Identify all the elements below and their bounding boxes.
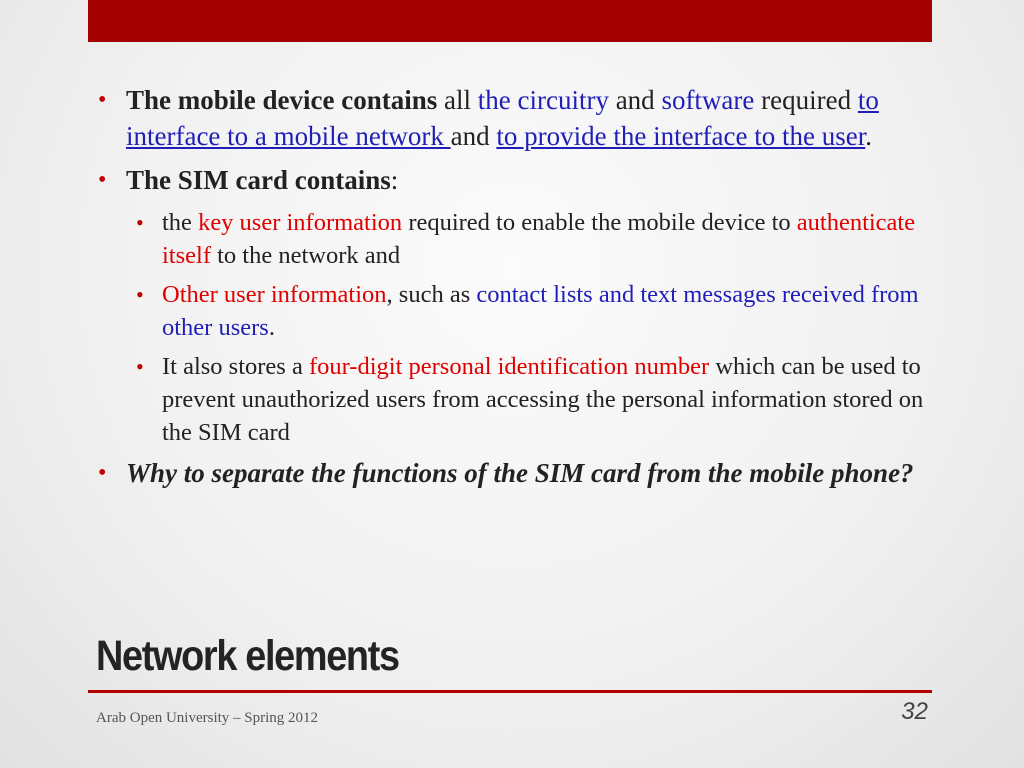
bullet-question bbox=[96, 455, 936, 491]
highlight-other-user-information: Other user information bbox=[162, 281, 387, 308]
link-interface-user[interactable]: to provide the interface to the user bbox=[496, 121, 866, 151]
sub-bullet-text: . bbox=[268, 314, 275, 341]
sim-card-sub-list bbox=[134, 206, 936, 449]
sub-bullet-key-info bbox=[134, 206, 936, 272]
bullet-text: The SIM card contains bbox=[126, 165, 391, 195]
highlight-circuitry: the circuitry bbox=[477, 85, 609, 115]
bullet-text: The mobile device contains bbox=[126, 85, 438, 115]
sub-bullet-pin bbox=[134, 350, 936, 449]
bullet-text: required bbox=[754, 85, 858, 115]
top-accent-bar bbox=[88, 0, 932, 42]
sub-bullet-text: which can be used to prevent unauthorized users from accessing the personal information stored on the SIM card bbox=[162, 353, 924, 446]
question-text: Why to separate the functions of the SIM card from the mobile phone? bbox=[126, 458, 914, 488]
bullet-sim-card bbox=[96, 162, 936, 198]
highlight-pin: four-digit personal identification number bbox=[308, 353, 710, 380]
bullet-text: and bbox=[450, 121, 497, 151]
sub-bullet-text: to the network and bbox=[211, 242, 401, 269]
bullet-text: and bbox=[608, 85, 662, 115]
bottom-divider bbox=[88, 690, 932, 693]
slide-title: Network elements bbox=[96, 632, 399, 680]
sub-bullet-text: It also stores a bbox=[162, 353, 309, 380]
sub-bullet-other-info bbox=[134, 278, 936, 344]
link-interface-network[interactable]: to interface to a mobile network bbox=[126, 85, 879, 151]
highlight-software: software bbox=[661, 85, 755, 115]
footer-text: Arab Open University – Spring 2012 bbox=[96, 710, 319, 726]
page-number: 32 bbox=[901, 698, 928, 725]
bullet-text: all bbox=[437, 85, 478, 115]
highlight-authenticate: authenticate itself bbox=[162, 209, 916, 269]
bullet-mobile-device bbox=[96, 82, 936, 154]
sub-bullet-text: , such as bbox=[386, 281, 477, 308]
bullet-text: : bbox=[390, 165, 399, 195]
highlight-key-user-information: key user information bbox=[198, 209, 403, 236]
bullet-text: . bbox=[865, 121, 872, 151]
highlight-contact-lists: contact lists and text messages received from other users bbox=[162, 281, 919, 341]
sub-bullet-text: required to enable the mobile device to bbox=[402, 209, 797, 236]
sub-bullet-text: the bbox=[162, 209, 199, 236]
slide-body bbox=[96, 82, 936, 499]
